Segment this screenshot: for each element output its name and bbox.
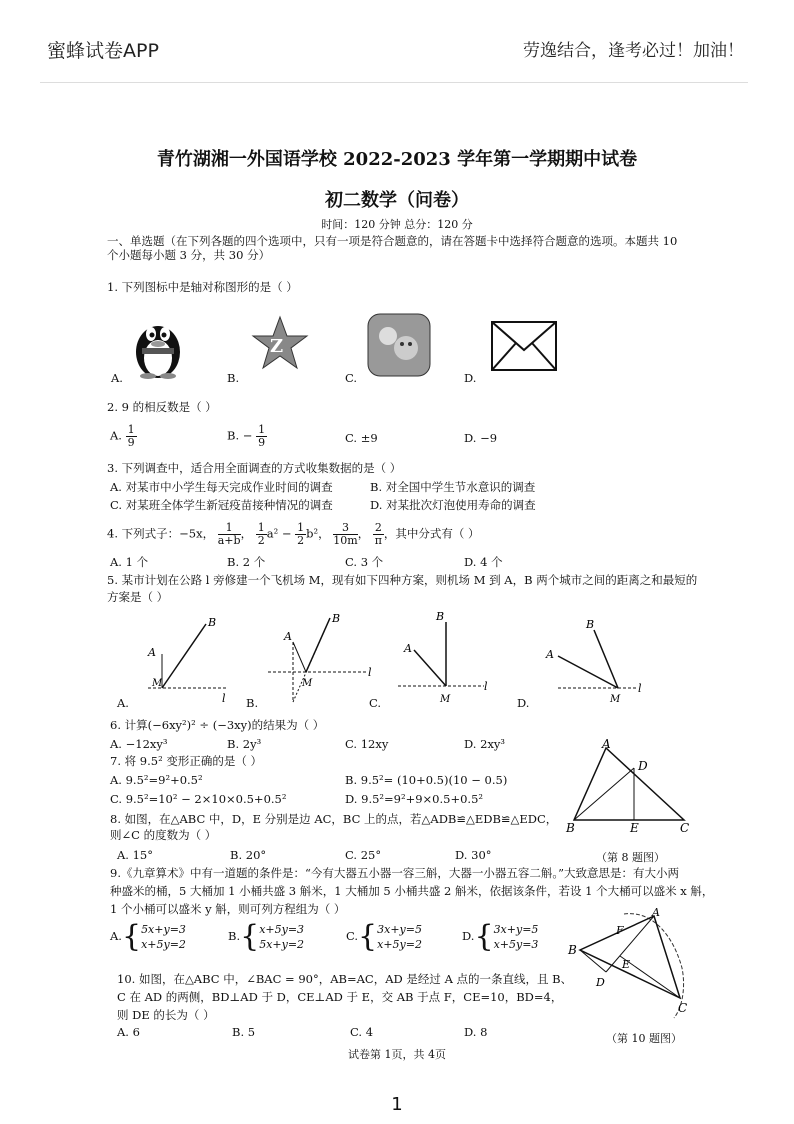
svg-text:A: A — [148, 646, 156, 659]
q7-option-d[interactable]: D. 9.5²=9²+9×0.5+0.5² — [345, 792, 483, 806]
q2-option-a[interactable] — [110, 424, 137, 449]
q5-option-a[interactable]: A. — [117, 696, 129, 710]
q8-option-c[interactable]: C. 25° — [345, 848, 382, 862]
svg-text:C: C — [680, 821, 690, 834]
q8-option-b[interactable]: B. 20° — [230, 848, 267, 862]
q7-option-a[interactable]: A. 9.5²=9²+0.5² — [110, 773, 203, 787]
time-info: 时间：120 分钟 总分：120 分 — [321, 218, 473, 231]
q4-option-a[interactable]: A. 1 个 — [110, 555, 149, 569]
q5-option-d[interactable]: D. — [517, 696, 530, 710]
svg-text:M: M — [610, 694, 621, 705]
q4-option-b[interactable]: B. 2 个 — [227, 555, 266, 569]
q4-option-d[interactable]: D. 4 个 — [464, 555, 503, 569]
svg-text:E: E — [622, 958, 631, 971]
q1-option-b[interactable]: B. — [227, 371, 240, 385]
svg-text:B: B — [586, 618, 595, 631]
svg-text:M: M — [152, 678, 163, 689]
section-heading: 一、单选题（在下列各题的四个选项中，只有一项是符合题意的，请在答题卡中选择符合题意的选项。本题共 10 个小题每小题 3 分，共 30 分） — [107, 234, 678, 262]
q2-a-fraction: $\frac{1}{9}$ — [127, 423, 135, 449]
q1-stem: 1. 下列图标中是轴对称图形的是（ ） — [107, 280, 298, 294]
q9-option-b[interactable]: B.{x+5y=3 5x+y=2 — [228, 919, 305, 954]
svg-text:E: E — [630, 821, 639, 834]
q10-option-b[interactable]: B. 5 — [232, 1025, 256, 1039]
q10-stem-2: C 在 AD 的两侧，BD⊥AD 于 D，CE⊥AD 于 E，交 AB 于点 F，CE=10，BD=4， — [117, 990, 563, 1004]
q2-stem: 2. 9 的相反数是（ ） — [107, 400, 217, 414]
svg-text:Z: Z — [270, 336, 284, 357]
q2-b-fraction: $\frac{1}{9}$ — [258, 423, 266, 449]
svg-text:B: B — [436, 610, 445, 623]
blob-app-icon — [366, 312, 432, 378]
q2-option-d[interactable]: D. −9 — [464, 431, 498, 445]
q6-option-d[interactable]: D. 2xy³ — [464, 737, 506, 751]
q2-a-label: A. — [110, 428, 122, 443]
header-slogan: 劳逸结合，逢考必过！加油！ — [523, 41, 744, 61]
paper-subtitle: 初二数学（问卷） — [325, 190, 469, 211]
q8-figure — [560, 738, 696, 834]
svg-text:F: F — [616, 924, 624, 937]
q2-b-label: B. − — [227, 428, 253, 443]
q5-diagrams — [118, 610, 658, 710]
q7-option-c[interactable]: C. 9.5²=10² − 2×10×0.5+0.5² — [110, 792, 287, 806]
q9-stem-2: 种盛米的桶，5 大桶加 1 小桶共盛 3 斛米，1 大桶加 5 小桶共盛 2 斛米，依据该条件，若设 1 个大桶可以盛米 x 斛， — [110, 884, 714, 898]
q3-option-c[interactable]: C. 对某班全体学生新冠疫苗接种情况的调查 — [110, 498, 333, 512]
svg-text:D: D — [596, 976, 605, 989]
svg-text:A: A — [652, 908, 660, 919]
star-icon — [250, 314, 310, 374]
svg-text:l: l — [484, 680, 488, 693]
q4-option-c[interactable]: C. 3 个 — [345, 555, 384, 569]
svg-text:B: B — [208, 616, 217, 629]
q10-option-d[interactable]: D. 8 — [464, 1025, 488, 1039]
svg-text:C: C — [678, 1001, 688, 1015]
q9-stem-1: 9.《九章算术》中有一道题的条件是：“今有大器五小器一容三斛，大器一小器五容二斛。”大致意思是：有大小两 — [110, 866, 679, 880]
q7-option-b[interactable]: B. 9.5²= (10+0.5)(10 − 0.5) — [345, 773, 508, 787]
svg-text:l: l — [368, 666, 372, 679]
q9-option-c[interactable]: C.{3x+y=5 x+5y=2 — [346, 919, 422, 954]
svg-text:l: l — [638, 682, 642, 695]
q10-stem-1: 10. 如图，在△ABC 中，∠BAC = 90°，AB=AC，AD 是经过 A 点的一条直线，且 B、 — [117, 972, 573, 986]
q9-option-d[interactable]: D.{3x+y=5 x+5y=3 — [462, 919, 539, 954]
q4-stem: 4. 下列式子：−5x， $\frac{1}{a+b}$ ， $\frac{1}{2}$ a² − $\frac{1}{2}$ b²， $\frac{3}{10m}$ ， $\frac{2}{\pi}$ ，其中分式有（ ） — [107, 521, 480, 547]
q3-option-a[interactable]: A. 对某市中小学生每天完成作业时间的调查 — [110, 480, 333, 494]
svg-text:B: B — [568, 943, 577, 957]
q10-option-c[interactable]: C. 4 — [350, 1025, 374, 1039]
q3-stem: 3. 下列调查中，适合用全面调查的方式收集数据的是（ ） — [107, 461, 402, 475]
q8-option-d[interactable]: D. 30° — [455, 848, 492, 862]
q6-option-b[interactable]: B. 2y³ — [227, 737, 262, 751]
page-info: 试卷第 1页，共 4页 — [348, 1048, 446, 1061]
q10-stem-3: 则 DE 的长为（ ） — [117, 1008, 215, 1022]
svg-text:B: B — [332, 612, 341, 625]
q8-option-a[interactable]: A. 15° — [117, 848, 153, 862]
q3-option-b[interactable]: B. 对全国中学生节水意识的调查 — [370, 480, 536, 494]
svg-text:A: A — [404, 642, 412, 655]
app-name: 蜜蜂试卷APP — [47, 40, 159, 62]
q1-option-c[interactable]: C. — [345, 371, 358, 385]
q10-option-a[interactable]: A. 6 — [117, 1025, 140, 1039]
q9-stem-3: 1 个小桶可以盛米 y 斛，则可列方程组为（ ） — [110, 902, 346, 916]
q6-stem: 6. 计算(−6xy²)² ÷ (−3xy)的结果为（ ） — [110, 718, 325, 732]
q9-option-a[interactable]: A.{5x+y=3 x+5y=2 — [110, 919, 186, 954]
q3-option-d[interactable]: D. 对某批次灯泡使用寿命的调查 — [370, 498, 536, 512]
svg-text:A: A — [284, 630, 292, 643]
app-header — [0, 0, 794, 82]
svg-text:M: M — [440, 694, 451, 705]
paper-title: 青竹湖湘一外国语学校 2022-2023 学年第一学期期中试卷 — [156, 149, 638, 170]
q8-stem-1: 8. 如图，在△ABC 中，D，E 分别是边 AC，BC 上的点，若△ADB≌△EDB≌△EDC， — [110, 812, 558, 826]
svg-text:B: B — [566, 821, 575, 834]
svg-text:A: A — [602, 738, 611, 751]
q5-option-b[interactable]: B. — [246, 696, 259, 710]
q6-option-a[interactable]: A. −12xy³ — [110, 737, 168, 751]
svg-text:D: D — [638, 759, 648, 773]
q1-option-d[interactable]: D. — [464, 371, 477, 385]
q2-option-c[interactable]: C. ±9 — [345, 431, 378, 445]
envelope-icon — [490, 320, 558, 372]
penguin-icon — [128, 310, 188, 380]
q1-option-a[interactable]: A. — [111, 371, 123, 385]
q10-figure — [564, 908, 694, 1026]
svg-text:M: M — [302, 678, 313, 689]
svg-text:l: l — [222, 692, 226, 705]
q5-option-c[interactable]: C. — [369, 696, 382, 710]
q2-option-b[interactable] — [227, 424, 267, 449]
svg-text:A: A — [546, 648, 554, 661]
header-divider — [40, 82, 748, 83]
q7-stem: 7. 将 9.5² 变形正确的是（ ） — [110, 754, 262, 768]
q8-stem-2: 则∠C 的度数为（ ） — [110, 828, 217, 842]
q8-caption: （第 8 题图） — [596, 851, 665, 864]
q5-stem: 5. 某市计划在公路 l 旁修建一个飞机场 M，现有如下四种方案，则机场 M 到 A，B 两个城市之间的距离之和最短的方案是（ ） — [107, 573, 698, 604]
q10-caption: （第 10 题图） — [606, 1032, 682, 1045]
page-number: 1 — [391, 1094, 403, 1115]
q6-option-c[interactable]: C. 12xy — [345, 737, 389, 751]
